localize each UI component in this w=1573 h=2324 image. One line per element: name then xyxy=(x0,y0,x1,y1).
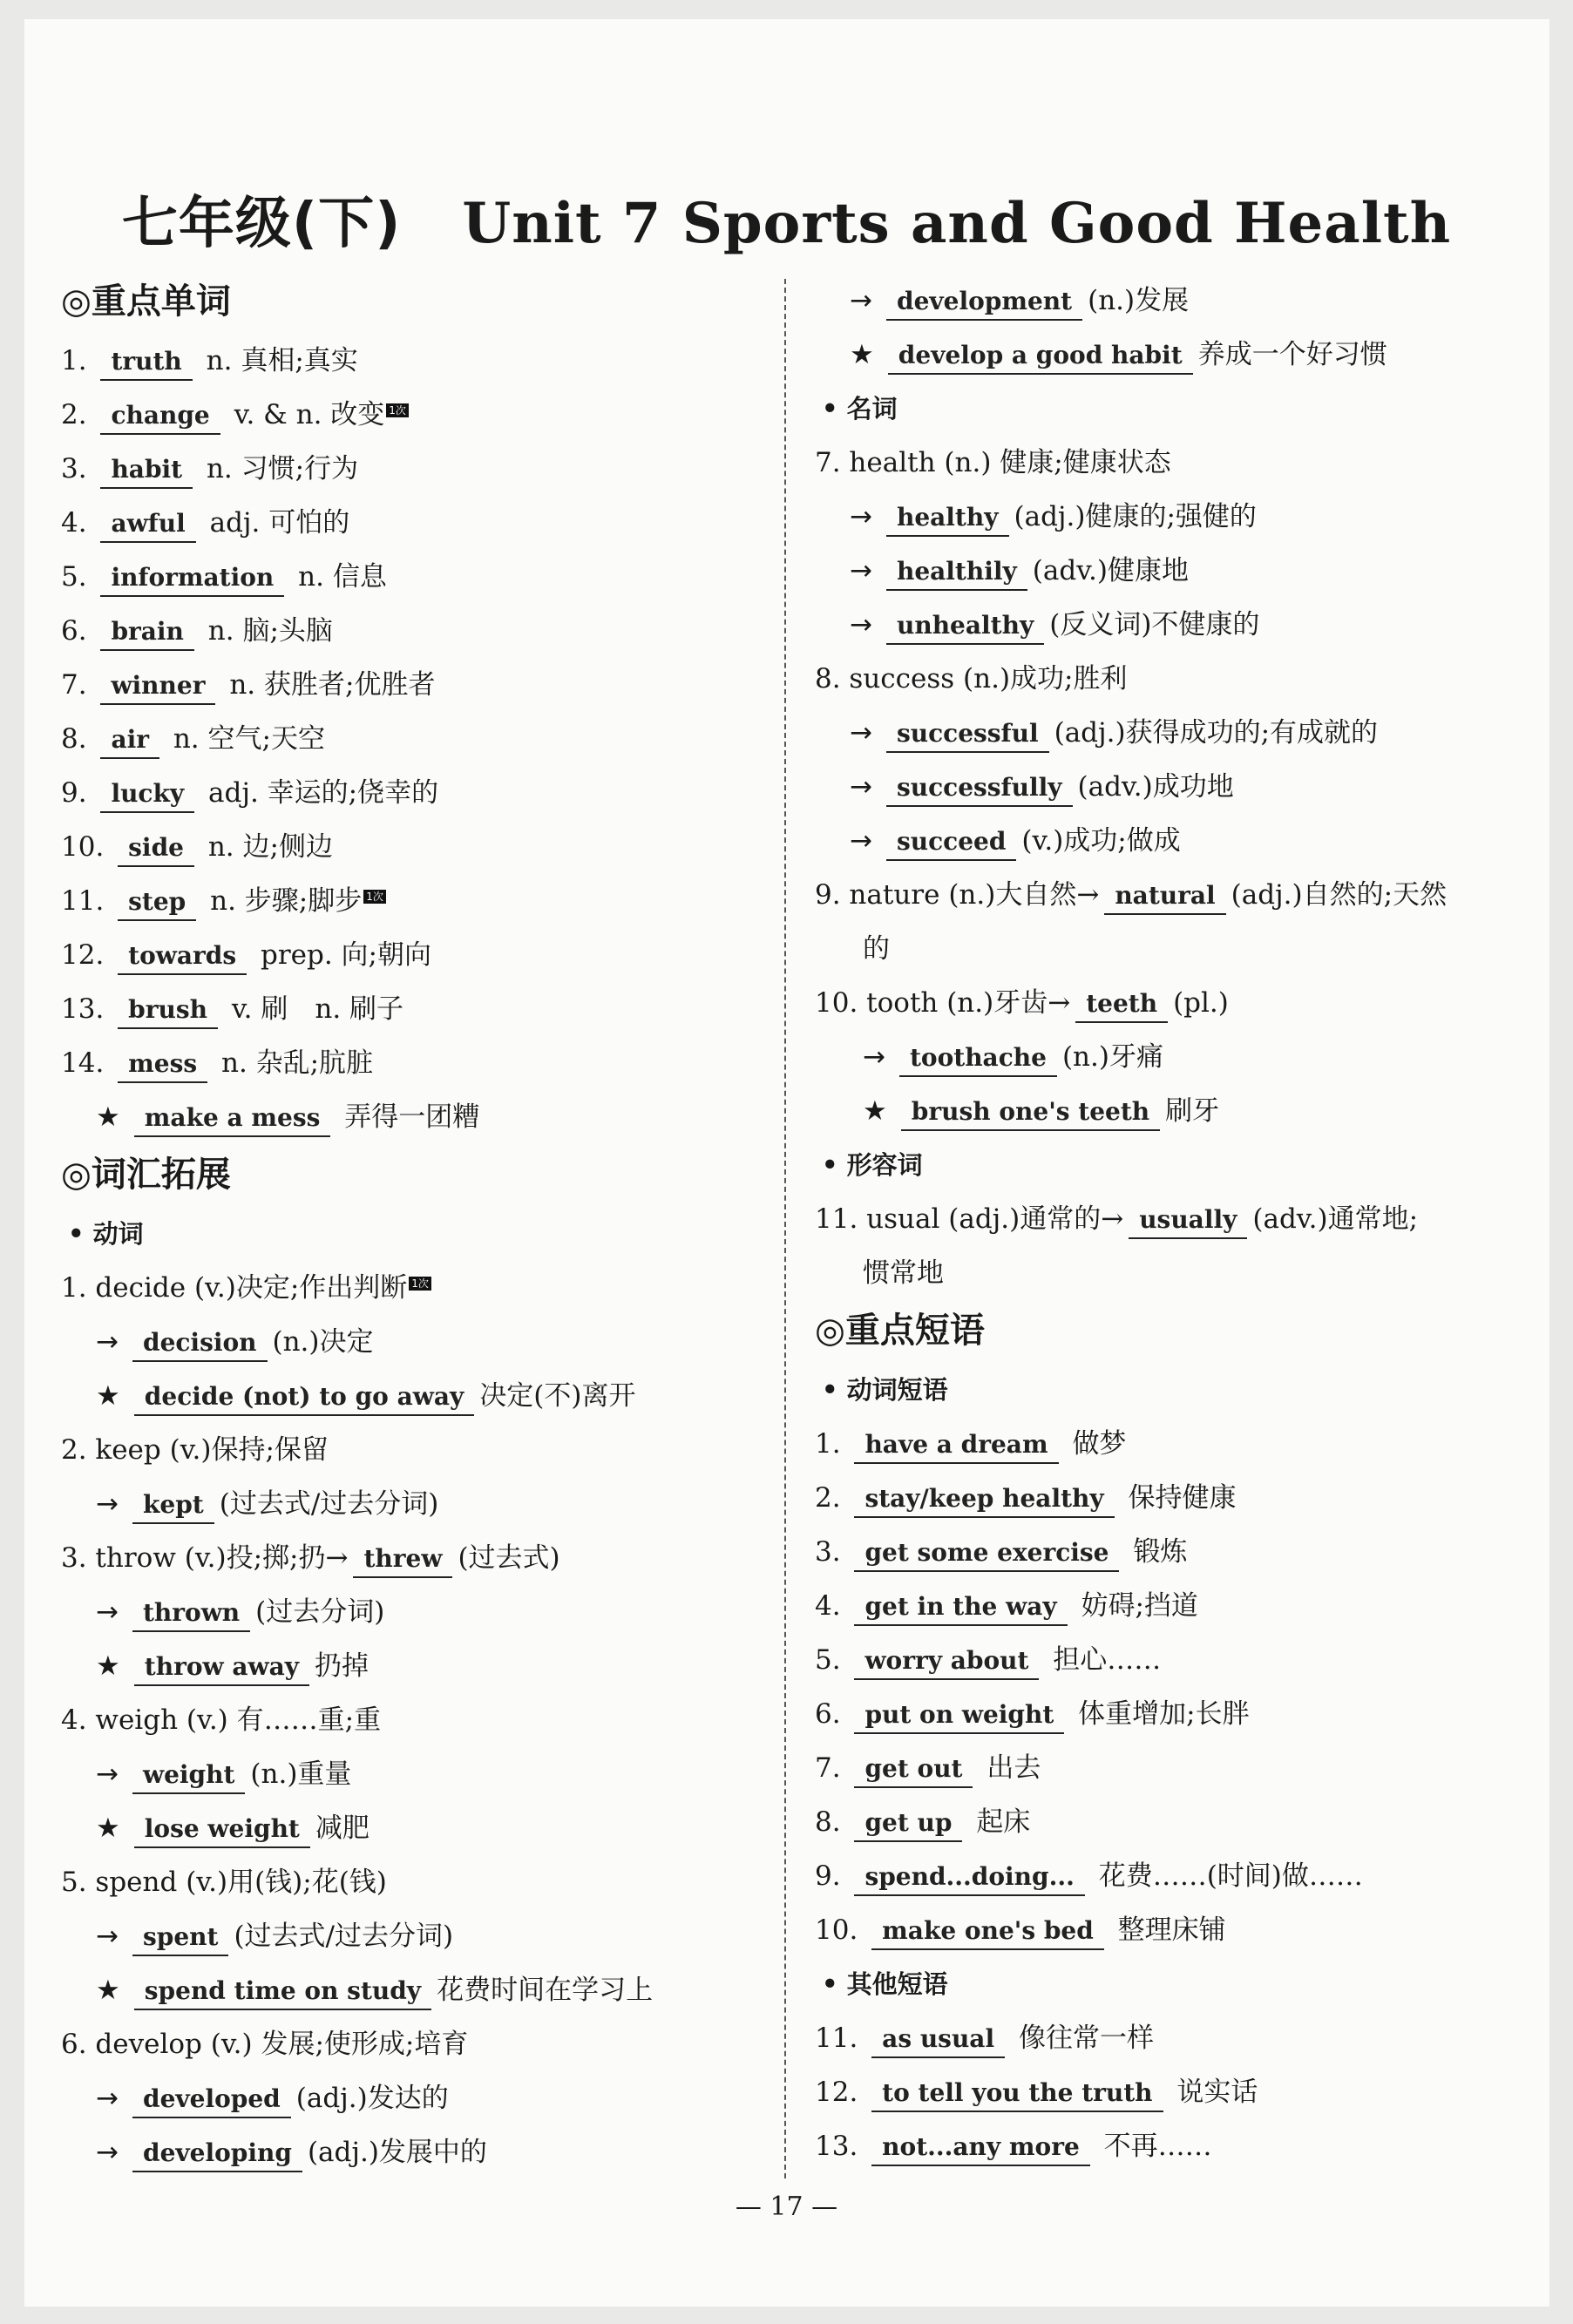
answer-blank: successfully xyxy=(886,770,1073,807)
answer-blank: throw away xyxy=(134,1650,309,1686)
star-icon: ★ xyxy=(863,1095,887,1127)
answer-blank: get in the way xyxy=(854,1589,1067,1626)
answer-blank: decide (not) to go away xyxy=(134,1379,474,1416)
answer-blank: change xyxy=(100,398,220,435)
answer-blank: truth xyxy=(100,344,192,381)
arrow-icon: → xyxy=(96,1921,119,1952)
derivative-row: → developed (adj.)发达的 xyxy=(61,2071,758,2125)
vocab-item: 1. truth n. 真相;真实 xyxy=(61,334,758,388)
arrow-icon: → xyxy=(96,1488,119,1520)
arrow-icon: → xyxy=(850,717,872,749)
title-grade: 七年级(下) xyxy=(121,192,402,256)
subheading-adj: • 形容词 xyxy=(822,1150,923,1180)
answer-blank: make one's bed xyxy=(871,1914,1104,1950)
continuation-text: 的 xyxy=(863,933,890,965)
derivative-row: → unhealthy (反义词)不健康的 xyxy=(815,598,1538,652)
column-divider xyxy=(784,279,786,2178)
vocab-item: 14. mess n. 杂乱;肮脏 xyxy=(61,1036,758,1090)
vocab-item: 6. brain n. 脑;头脑 xyxy=(61,604,758,658)
answer-blank: kept xyxy=(132,1487,214,1524)
vocab-item: 12. towards prep. 向;朝向 xyxy=(61,928,758,982)
arrow-icon: → xyxy=(96,1326,119,1358)
arrow-icon: → xyxy=(863,1041,885,1073)
derivative-row: → weight (n.)重量 xyxy=(61,1747,758,1801)
answer-blank: teeth xyxy=(1075,986,1168,1023)
star-icon: ★ xyxy=(96,1380,120,1412)
arrow-icon: → xyxy=(850,285,872,316)
arrow-icon: → xyxy=(96,2083,119,2114)
answer-blank: get some exercise xyxy=(854,1535,1119,1572)
expand-item: 7. health (n.) 健康;健康状态 xyxy=(815,447,1171,478)
phrase-item: 13. not...any more 不再…… xyxy=(815,2119,1538,2173)
title-unit: Unit 7 Sports and Good Health xyxy=(462,191,1452,256)
answer-blank: weight xyxy=(132,1758,245,1794)
answer-blank: spend...doing... xyxy=(854,1860,1084,1896)
frequency-tag: 1次 xyxy=(409,1277,431,1291)
star-icon: ★ xyxy=(96,1650,120,1682)
derivative-row: → spent (过去式/过去分词) xyxy=(61,1909,758,1963)
phrase-item: 8. get up 起床 xyxy=(815,1795,1538,1849)
page-number: — 17 — xyxy=(735,2192,838,2222)
subheading-noun: • 名词 xyxy=(822,394,898,423)
answer-blank: healthy xyxy=(886,500,1009,537)
answer-blank: lose weight xyxy=(134,1812,310,1848)
phrase-item: 4. get in the way 妨碍;挡道 xyxy=(815,1579,1538,1633)
arrow-icon: → xyxy=(850,771,872,803)
vocab-item: 3. habit n. 习惯;行为 xyxy=(61,442,758,496)
answer-blank: have a dream xyxy=(854,1427,1058,1464)
answer-blank: toothache xyxy=(899,1040,1057,1077)
frequency-tag: 1次 xyxy=(386,403,409,417)
answer-blank: threw xyxy=(353,1541,452,1578)
answer-blank: information xyxy=(100,560,284,597)
vocab-item: 5. information n. 信息 xyxy=(61,550,758,604)
answer-blank: towards xyxy=(118,938,247,975)
answer-blank: habit xyxy=(100,452,193,489)
derivative-row: → decision (n.)决定 xyxy=(61,1315,758,1369)
answer-blank: get up xyxy=(854,1806,962,1842)
phrase-item: 3. get some exercise 锻炼 xyxy=(815,1525,1538,1579)
answer-blank: worry about xyxy=(854,1643,1039,1680)
arrow-icon: → xyxy=(850,825,872,857)
answer-blank: thrown xyxy=(132,1596,250,1632)
phrase-item: 11. as usual 像往常一样 xyxy=(815,2011,1538,2065)
answer-blank: development xyxy=(886,284,1082,321)
subheading-verb: • 动词 xyxy=(68,1219,144,1249)
continuation-text: 惯常地 xyxy=(863,1257,944,1289)
vocab-item: 4. awful adj. 可怕的 xyxy=(61,496,758,550)
answer-blank: develop a good habit xyxy=(888,338,1193,375)
derivative-row: → healthy (adj.)健康的;强健的 xyxy=(815,490,1538,544)
vocab-item: 2. change v. & n. 改变 1次 xyxy=(61,388,758,442)
answer-blank: stay/keep healthy xyxy=(854,1481,1114,1518)
phrase-item: 1. have a dream 做梦 xyxy=(815,1417,1538,1471)
arrow-icon: → xyxy=(850,555,872,586)
answer-blank: developed xyxy=(132,2082,291,2118)
subheading-verb-phrase: • 动词短语 xyxy=(822,1375,948,1405)
answer-blank: succeed xyxy=(886,824,1016,861)
phrase-item: 2. stay/keep healthy 保持健康 xyxy=(815,1471,1538,1525)
vocab-item-phrase: ★ make a mess 弄得一团糟 xyxy=(61,1090,758,1144)
right-column xyxy=(815,274,1538,2173)
arrow-icon: → xyxy=(96,1596,119,1628)
phrase-item: 9. spend...doing... 花费……(时间)做…… xyxy=(815,1849,1538,1903)
answer-blank: decision xyxy=(132,1325,268,1362)
star-icon: ★ xyxy=(96,1812,120,1844)
section-heading-vocab: ◎重点单词 xyxy=(61,281,231,322)
answer-blank: get out xyxy=(854,1751,973,1788)
phrase-item: 5. worry about 担心…… xyxy=(815,1633,1538,1687)
answer-blank: make a mess xyxy=(134,1101,331,1137)
arrow-icon: → xyxy=(96,1758,119,1790)
phrase-row: ★ lose weight 减肥 xyxy=(61,1801,758,1855)
expand-item: 3. throw (v.)投;掷;扔→ threw (过去式) xyxy=(61,1531,758,1585)
star-icon: ★ xyxy=(96,1101,120,1133)
expand-item: 8. success (n.)成功;胜利 xyxy=(815,663,1128,694)
answer-blank: air xyxy=(100,722,159,759)
expand-item: 10. tooth (n.)牙齿→ teeth (pl.) xyxy=(815,976,1538,1030)
section-heading-phrases: ◎重点短语 xyxy=(815,1311,985,1351)
answer-blank: natural xyxy=(1104,878,1225,915)
answer-blank: developing xyxy=(132,2136,302,2172)
derivative-row: → toothache (n.)牙痛 xyxy=(815,1030,1538,1084)
answer-blank: brain xyxy=(100,614,193,651)
answer-blank: brush one's teeth xyxy=(901,1094,1160,1131)
phrase-item: 10. make one's bed 整理床铺 xyxy=(815,1903,1538,1957)
derivative-row: → thrown (过去分词) xyxy=(61,1585,758,1639)
answer-blank: put on weight xyxy=(854,1697,1064,1734)
phrase-row: ★ develop a good habit 养成一个好习惯 xyxy=(815,328,1538,382)
left-column xyxy=(61,274,758,2179)
vocab-item: 9. lucky adj. 幸运的;侥幸的 xyxy=(61,766,758,820)
answer-blank: step xyxy=(118,884,196,921)
answer-blank: spend time on study xyxy=(134,1974,431,2010)
derivative-row: → development (n.)发展 xyxy=(815,274,1538,328)
arrow-icon: → xyxy=(96,2137,119,2168)
derivative-row: → successful (adj.)获得成功的;有成就的 xyxy=(815,706,1538,760)
section-heading-expand: ◎词汇拓展 xyxy=(61,1155,231,1195)
answer-blank: winner xyxy=(100,668,215,705)
star-icon: ★ xyxy=(850,339,874,370)
answer-blank: to tell you the truth xyxy=(871,2076,1163,2112)
expand-item: 4. weigh (v.) 有……重;重 xyxy=(61,1704,382,1736)
arrow-icon: → xyxy=(850,501,872,532)
vocab-item: 10. side n. 边;侧边 xyxy=(61,820,758,874)
answer-blank: successful xyxy=(886,716,1049,753)
phrase-item: 7. get out 出去 xyxy=(815,1741,1538,1795)
expand-item: 9. nature (n.)大自然→ natural (adj.)自然的;天然 xyxy=(815,868,1538,922)
arrow-icon: → xyxy=(850,609,872,640)
phrase-row: ★ spend time on study 花费时间在学习上 xyxy=(61,1963,758,2017)
vocab-item: 8. air n. 空气;天空 xyxy=(61,712,758,766)
answer-blank: lucky xyxy=(100,776,194,813)
vocab-item: 7. winner n. 获胜者;优胜者 xyxy=(61,658,758,712)
star-icon: ★ xyxy=(96,1975,120,2006)
phrase-item: 6. put on weight 体重增加;长胖 xyxy=(815,1687,1538,1741)
expand-item: 6. develop (v.) 发展;使形成;培育 xyxy=(61,2029,469,2060)
derivative-row: → healthily (adv.)健康地 xyxy=(815,544,1538,598)
answer-blank: brush xyxy=(118,993,218,1029)
phrase-item: 12. to tell you the truth 说实话 xyxy=(815,2065,1538,2119)
vocab-item: 11. step n. 步骤;脚步 1次 xyxy=(61,874,758,928)
frequency-tag: 1次 xyxy=(363,890,386,904)
derivative-row: → kept (过去式/过去分词) xyxy=(61,1477,758,1531)
answer-blank: spent xyxy=(132,1920,228,1956)
answer-blank: awful xyxy=(100,506,195,543)
phrase-row: ★ throw away 扔掉 xyxy=(61,1639,758,1693)
derivative-row: → succeed (v.)成功;做成 xyxy=(815,814,1538,868)
page-title xyxy=(0,179,1573,259)
answer-blank: usually xyxy=(1129,1203,1247,1239)
answer-blank: healthily xyxy=(886,554,1027,591)
derivative-row: → developing (adj.)发展中的 xyxy=(61,2125,758,2179)
expand-item: 11. usual (adj.)通常的→ usually (adv.)通常地; xyxy=(815,1192,1538,1246)
subheading-other-phrase: • 其他短语 xyxy=(822,1969,948,1999)
expand-item: 5. spend (v.)用(钱);花(钱) xyxy=(61,1867,387,1898)
answer-blank: unhealthy xyxy=(886,608,1044,645)
answer-blank: side xyxy=(118,830,194,867)
vocab-item: 13. brush v. 刷 n. 刷子 xyxy=(61,982,758,1036)
phrase-row: ★ brush one's teeth 刷牙 xyxy=(815,1084,1538,1138)
answer-blank: not...any more xyxy=(871,2130,1090,2166)
derivative-row: → successfully (adv.)成功地 xyxy=(815,760,1538,814)
answer-blank: mess xyxy=(118,1047,207,1083)
answer-blank: as usual xyxy=(871,2022,1005,2058)
expand-item: 2. keep (v.)保持;保留 xyxy=(61,1434,329,1466)
phrase-row: ★ decide (not) to go away 决定(不)离开 xyxy=(61,1369,758,1423)
expand-item: 1. decide (v.)决定;作出判断 1次 xyxy=(61,1261,758,1315)
